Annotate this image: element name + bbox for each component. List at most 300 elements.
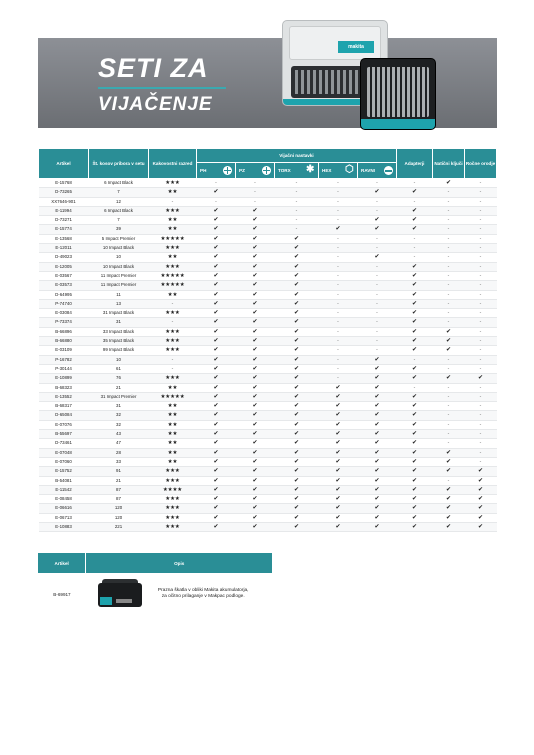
- cell-adapterji: ✔: [397, 402, 433, 411]
- cell-adapterji: ✔: [397, 485, 433, 494]
- cell-artikel: B-54081: [39, 476, 89, 485]
- cell-pz: ✔: [236, 383, 275, 392]
- cell-torx: ✔: [275, 290, 319, 299]
- cell-rocne: -: [465, 281, 497, 290]
- cell-pz: ✔: [236, 253, 275, 262]
- cell-naticni: -: [433, 476, 465, 485]
- cell-torx: ✔: [275, 244, 319, 253]
- cell-torx: -: [275, 197, 319, 206]
- table-row: [39, 271, 497, 280]
- cell-torx: ✔: [275, 485, 319, 494]
- cell-torx: -: [275, 225, 319, 234]
- cell-rocne: -: [465, 383, 497, 392]
- cell-pz: ✔: [236, 318, 275, 327]
- cell-artikel: E-12005: [39, 262, 89, 271]
- cell-torx: ✔: [275, 457, 319, 466]
- col-opis: Opis: [86, 553, 273, 573]
- cell-hex: -: [319, 271, 358, 280]
- cell-naticni: ✔: [433, 337, 465, 346]
- col-ph: [197, 163, 236, 179]
- cell-razred: ★★★: [149, 262, 197, 271]
- cell-ravni: -: [358, 244, 397, 253]
- cell-ph: ✔: [197, 411, 236, 420]
- cell-hex: ✔: [319, 392, 358, 401]
- cell-artikel: D-65084: [39, 411, 89, 420]
- case-rim: [361, 119, 435, 129]
- cell-ph: ✔: [197, 364, 236, 373]
- table-row: [39, 225, 497, 234]
- table-row: [38, 573, 273, 615]
- cell-adapterji: -: [397, 383, 433, 392]
- table-row: [39, 522, 497, 531]
- cell-torx: ✔: [275, 364, 319, 373]
- cell-kosov: 10 Impact Black: [89, 262, 149, 271]
- cell-adapterji: ✔: [397, 309, 433, 318]
- cell-rocne: -: [465, 355, 497, 364]
- cell-razred: -: [149, 197, 197, 206]
- cell-torx: ✔: [275, 495, 319, 504]
- accessory-article: B-69917: [53, 591, 71, 597]
- cell-naticni: -: [433, 439, 465, 448]
- cell-razred: ★★★: [149, 513, 197, 522]
- cell-rocne: -: [465, 197, 497, 206]
- cell-ravni: ✔: [358, 448, 397, 457]
- cell-hex: ✔: [319, 467, 358, 476]
- cell-artikel: E-07076: [39, 420, 89, 429]
- cell-hex: -: [319, 216, 358, 225]
- cell-naticni: -: [433, 392, 465, 401]
- pozidriv-icon: [262, 166, 271, 175]
- cell-rocne: -: [465, 206, 497, 215]
- table-row: [39, 364, 497, 373]
- cell-rocne: -: [465, 364, 497, 373]
- cell-artikel: P-30144: [39, 364, 89, 373]
- cell-ph: ✔: [197, 383, 236, 392]
- cell-kosov: 11 Impact Premier: [89, 281, 149, 290]
- cell-naticni: -: [433, 271, 465, 280]
- cell-artikel: D-73461: [39, 439, 89, 448]
- cell-kosov: 87: [89, 495, 149, 504]
- cell-ph: -: [197, 179, 236, 188]
- cell-naticni: -: [433, 253, 465, 262]
- cell-ph: ✔: [197, 392, 236, 401]
- cell-pz: ✔: [236, 346, 275, 355]
- cell-ravni: -: [358, 290, 397, 299]
- cell-ravni: ✔: [358, 355, 397, 364]
- cell-rocne: ✔: [465, 504, 497, 513]
- cell-kosov: 5 Impact Premier: [89, 234, 149, 243]
- cell-rocne: -: [465, 216, 497, 225]
- cell-torx: -: [275, 206, 319, 215]
- cell-kosov: 31: [89, 402, 149, 411]
- cell-kosov: 21: [89, 476, 149, 485]
- cell-kosov: 33: [89, 457, 149, 466]
- cell-naticni: -: [433, 244, 465, 253]
- cell-ph: ✔: [197, 402, 236, 411]
- cell-artikel: E-13568: [39, 234, 89, 243]
- cell-razred: ★★: [149, 253, 197, 262]
- table-row: [39, 346, 497, 355]
- cell-pz: ✔: [236, 504, 275, 513]
- cell-naticni: -: [433, 188, 465, 197]
- cell-kosov: 28: [89, 448, 149, 457]
- cell-adapterji: ✔: [397, 299, 433, 308]
- cell-adapterji: ✔: [397, 327, 433, 336]
- cell-adapterji: ✔: [397, 420, 433, 429]
- cell-razred: ★★: [149, 411, 197, 420]
- cell-ph: ✔: [197, 420, 236, 429]
- cell-torx: ✔: [275, 271, 319, 280]
- cell-torx: ✔: [275, 318, 319, 327]
- cell-artikel: P-74740: [39, 299, 89, 308]
- cell-rocne: -: [465, 392, 497, 401]
- hex-icon: [345, 166, 354, 175]
- cell-kosov: 21: [89, 383, 149, 392]
- cell-artikel: B-66896: [39, 327, 89, 336]
- table-row: [39, 374, 497, 383]
- cell-rocne: -: [465, 225, 497, 234]
- cell-adapterji: ✔: [397, 318, 433, 327]
- hero-subtitle: VIJAČENJE: [98, 94, 213, 115]
- cell-ravni: ✔: [358, 411, 397, 420]
- cell-ravni: ✔: [358, 383, 397, 392]
- cell-naticni: ✔: [433, 327, 465, 336]
- cell-artikel: P-16782: [39, 355, 89, 364]
- cell-kosov: 7: [89, 216, 149, 225]
- cell-ravni: -: [358, 327, 397, 336]
- case-bits: [367, 67, 429, 117]
- cell-rocne: -: [465, 402, 497, 411]
- cell-pz: ✔: [236, 262, 275, 271]
- cell-ph: ✔: [197, 262, 236, 271]
- cell-ph: ✔: [197, 485, 236, 494]
- cell-ph: ✔: [197, 234, 236, 243]
- cell-artikel: D-49023: [39, 253, 89, 262]
- cell-artikel: E-15774: [39, 225, 89, 234]
- cell-torx: ✔: [275, 476, 319, 485]
- cell-ph: ✔: [197, 476, 236, 485]
- cell-naticni: -: [433, 364, 465, 373]
- cell-kosov: 221: [89, 522, 149, 531]
- cell-razred: -: [149, 364, 197, 373]
- cell-ph: ✔: [197, 225, 236, 234]
- cell-hex: ✔: [319, 383, 358, 392]
- cell-ravni: ✔: [358, 513, 397, 522]
- cell-pz: ✔: [236, 271, 275, 280]
- cell-adapterji: -: [397, 355, 433, 364]
- cell-ph: ✔: [197, 244, 236, 253]
- cell-ph: ✔: [197, 495, 236, 504]
- cell-artikel: B-55697: [39, 430, 89, 439]
- col-ravni-label: RAVNI: [361, 167, 375, 173]
- cell-torx: ✔: [275, 383, 319, 392]
- cell-adapterji: ✔: [397, 188, 433, 197]
- table-row: [39, 299, 497, 308]
- cell-adapterji: -: [397, 197, 433, 206]
- cell-kosov: 13: [89, 299, 149, 308]
- cell-ph: ✔: [197, 271, 236, 280]
- table-row: [39, 197, 497, 206]
- cell-naticni: -: [433, 234, 465, 243]
- cell-pz: ✔: [236, 448, 275, 457]
- cell-kosov: 61: [89, 364, 149, 373]
- cell-torx: ✔: [275, 411, 319, 420]
- table-row: [39, 504, 497, 513]
- hero-underline: [98, 87, 226, 89]
- cell-rocne: -: [465, 448, 497, 457]
- cell-rocne: -: [465, 430, 497, 439]
- cell-artikel: D-73265: [39, 188, 89, 197]
- cell-ph: ✔: [197, 439, 236, 448]
- cell-naticni: ✔: [433, 448, 465, 457]
- cell-ph: ✔: [197, 309, 236, 318]
- cell-pz: ✔: [236, 281, 275, 290]
- cell-ravni: ✔: [358, 374, 397, 383]
- cell-hex: ✔: [319, 476, 358, 485]
- cell-torx: ✔: [275, 309, 319, 318]
- cell-pz: ✔: [236, 216, 275, 225]
- cell-rocne: -: [465, 346, 497, 355]
- cell-artikel: E-07060: [39, 457, 89, 466]
- cell-torx: ✔: [275, 402, 319, 411]
- cell-razred: ★★★★★: [149, 271, 197, 280]
- cell-ph: -: [197, 197, 236, 206]
- cell-ph: ✔: [197, 337, 236, 346]
- col-artikel-2: Artikel: [38, 553, 86, 573]
- cell-adapterji: ✔: [397, 411, 433, 420]
- col-rocne: Ročne orodje: [465, 149, 497, 179]
- cell-rocne: -: [465, 457, 497, 466]
- cell-kosov: 10: [89, 355, 149, 364]
- cell-naticni: -: [433, 299, 465, 308]
- cell-kosov: 11: [89, 290, 149, 299]
- cell-naticni: -: [433, 262, 465, 271]
- cell-razred: ★★: [149, 457, 197, 466]
- cell-razred: ★★: [149, 430, 197, 439]
- case-logo: makita: [338, 41, 374, 53]
- cell-artikel: E-11994: [39, 206, 89, 215]
- cell-ravni: ✔: [358, 467, 397, 476]
- cell-hex: -: [319, 364, 358, 373]
- cell-ravni: -: [358, 346, 397, 355]
- cell-hex: -: [319, 179, 358, 188]
- cell-kosov: 47: [89, 439, 149, 448]
- cell-hex: -: [319, 309, 358, 318]
- cell-razred: ★★★: [149, 179, 197, 188]
- cell-razred: ★★★: [149, 206, 197, 215]
- cell-naticni: ✔: [433, 346, 465, 355]
- cell-ph: ✔: [197, 290, 236, 299]
- cell-adapterji: ✔: [397, 346, 433, 355]
- col-naticni: Natični ključi: [433, 149, 465, 179]
- cell-adapterji: -: [397, 179, 433, 188]
- cell-adapterji: ✔: [397, 439, 433, 448]
- cell-adapterji: ✔: [397, 364, 433, 373]
- table-row: [39, 439, 497, 448]
- cell-artikel: E-03573: [39, 281, 89, 290]
- cell-naticni: -: [433, 197, 465, 206]
- cell-razred: ★★★: [149, 346, 197, 355]
- cell-hex: ✔: [319, 495, 358, 504]
- cell-pz: ✔: [236, 234, 275, 243]
- cell-adapterji: -: [397, 253, 433, 262]
- table-row: [39, 485, 497, 494]
- cell-hex: ✔: [319, 225, 358, 234]
- cell-artikel: E-03084: [39, 309, 89, 318]
- cell-adapterji: -: [397, 234, 433, 243]
- cell-pz: ✔: [236, 522, 275, 531]
- table-row: [39, 430, 497, 439]
- cell-pz: ✔: [236, 299, 275, 308]
- cell-hex: ✔: [319, 513, 358, 522]
- cell-adapterji: ✔: [397, 467, 433, 476]
- cell-razred: -: [149, 355, 197, 364]
- cell-razred: ★★: [149, 188, 197, 197]
- cell-ph: ✔: [197, 327, 236, 336]
- cell-razred: ★★★: [149, 504, 197, 513]
- cell-artikel: E-06616: [39, 504, 89, 513]
- cell-rocne: ✔: [465, 495, 497, 504]
- cell-hex: ✔: [319, 430, 358, 439]
- cell-kosov: 10 Impact Black: [89, 244, 149, 253]
- cell-ravni: -: [358, 318, 397, 327]
- cell-hex: -: [319, 244, 358, 253]
- cell-torx: ✔: [275, 467, 319, 476]
- cell-hex: ✔: [319, 448, 358, 457]
- cell-torx: ✔: [275, 281, 319, 290]
- cell-adapterji: ✔: [397, 522, 433, 531]
- cell-kosov: 6 Impact Black: [89, 206, 149, 215]
- cell-ravni: ✔: [358, 253, 397, 262]
- cell-razred: ★★: [149, 216, 197, 225]
- cell-pz: ✔: [236, 495, 275, 504]
- table-body: [39, 179, 497, 532]
- cell-hex: -: [319, 262, 358, 271]
- cell-hex: -: [319, 346, 358, 355]
- cell-naticni: ✔: [433, 495, 465, 504]
- cell-pz: ✔: [236, 374, 275, 383]
- table-row: [39, 188, 497, 197]
- cell-kosov: 11 Impact Premier: [89, 271, 149, 280]
- cell-kosov: 12: [89, 197, 149, 206]
- cell-ph: ✔: [197, 206, 236, 215]
- table-row: [39, 513, 497, 522]
- cell-pz: ✔: [236, 485, 275, 494]
- cell-ravni: ✔: [358, 216, 397, 225]
- cell-hex: ✔: [319, 411, 358, 420]
- table-row: [39, 355, 497, 364]
- cell-ravni: ✔: [358, 420, 397, 429]
- col-kosov: Št. kosov pribora v setu: [89, 149, 149, 179]
- col-kakovostni: Kakovostni razred: [149, 149, 197, 179]
- cell-ph: ✔: [197, 188, 236, 197]
- cell-adapterji: ✔: [397, 504, 433, 513]
- cell-artikel: E-03567: [39, 271, 89, 280]
- cell-naticni: ✔: [433, 513, 465, 522]
- cell-rocne: -: [465, 244, 497, 253]
- cell-adapterji: ✔: [397, 262, 433, 271]
- cell-rocne: -: [465, 411, 497, 420]
- cell-razred: ★★★: [149, 495, 197, 504]
- cell-razred: ★★★: [149, 522, 197, 531]
- cell-hex: -: [319, 253, 358, 262]
- cell-torx: -: [275, 188, 319, 197]
- accessory-table: [38, 553, 273, 615]
- cell-razred: ★★: [149, 439, 197, 448]
- cell-torx: -: [275, 216, 319, 225]
- cell-rocne: ✔: [465, 485, 497, 494]
- cell-torx: -: [275, 179, 319, 188]
- cell-ph: ✔: [197, 253, 236, 262]
- cell-kosov: 87: [89, 485, 149, 494]
- cell-naticni: -: [433, 216, 465, 225]
- cell-ravni: ✔: [358, 188, 397, 197]
- cell-rocne: -: [465, 309, 497, 318]
- cell-torx: ✔: [275, 234, 319, 243]
- table-row: [39, 457, 497, 466]
- cell-naticni: -: [433, 281, 465, 290]
- cell-artikel: E-06713: [39, 513, 89, 522]
- torx-icon: [306, 166, 315, 175]
- cell-ravni: -: [358, 206, 397, 215]
- cell-pz: ✔: [236, 420, 275, 429]
- cell-rocne: -: [465, 262, 497, 271]
- cell-adapterji: ✔: [397, 290, 433, 299]
- cell-naticni: -: [433, 225, 465, 234]
- cell-razred: -: [149, 318, 197, 327]
- col-torx: [275, 163, 319, 179]
- cell-torx: ✔: [275, 346, 319, 355]
- cell-naticni: -: [433, 383, 465, 392]
- cell-pz: -: [236, 188, 275, 197]
- cell-kosov: 31: [89, 318, 149, 327]
- cell-razred: ★★★: [149, 309, 197, 318]
- cell-hex: -: [319, 281, 358, 290]
- cell-artikel: E-11542: [39, 485, 89, 494]
- col-hex: [319, 163, 358, 179]
- phillips-icon: [223, 166, 232, 175]
- cell-razred: ★★★★★: [149, 281, 197, 290]
- cell-rocne: -: [465, 253, 497, 262]
- cell-pz: ✔: [236, 290, 275, 299]
- cell-pz: ✔: [236, 457, 275, 466]
- cell-ph: ✔: [197, 448, 236, 457]
- cell-kosov: 35 Impact Black: [89, 337, 149, 346]
- cell-rocne: -: [465, 337, 497, 346]
- cell-naticni: ✔: [433, 467, 465, 476]
- col-pz-label: PZ: [239, 167, 245, 173]
- cell-ravni: ✔: [358, 476, 397, 485]
- accessory-description-line1: Prazna škatla v obliki Makita akumulatorja,: [157, 588, 249, 593]
- cell-pz: ✔: [236, 467, 275, 476]
- table-row: [39, 262, 497, 271]
- cell-ph: ✔: [197, 522, 236, 531]
- cell-artikel: E-03109: [39, 346, 89, 355]
- cell-adapterji: ✔: [397, 457, 433, 466]
- cell-hex: ✔: [319, 485, 358, 494]
- cell-artikel: E-10883: [39, 522, 89, 531]
- cell-kosov: 7: [89, 188, 149, 197]
- table-row: [39, 179, 497, 188]
- cell-ravni: -: [358, 299, 397, 308]
- cell-rocne: ✔: [465, 467, 497, 476]
- col-group-nastavki: Vijačni nastavki: [197, 149, 397, 163]
- cell-torx: ✔: [275, 253, 319, 262]
- cell-kosov: 76: [89, 374, 149, 383]
- cell-ravni: ✔: [358, 504, 397, 513]
- cell-pz: ✔: [236, 402, 275, 411]
- table-row: [39, 476, 497, 485]
